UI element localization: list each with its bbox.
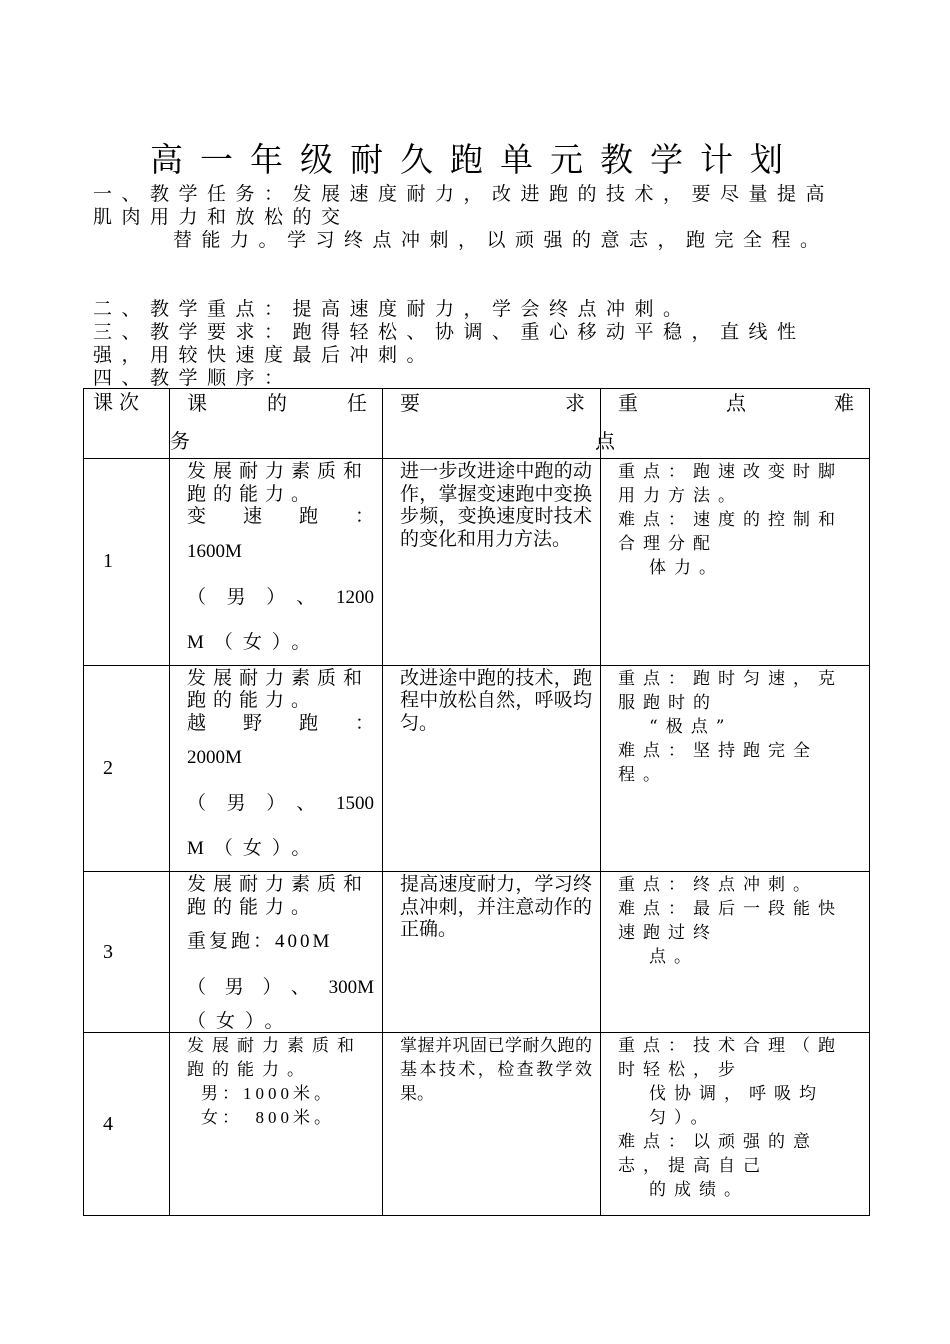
lesson-requirement: 提高速度耐力，学习终点冲刺，并注意动作的正确。: [383, 872, 601, 1033]
lesson-number: 3: [84, 872, 170, 1033]
lesson-number: 1: [84, 459, 170, 666]
teaching-task-line2: 替能力。学习终点冲刺，以顽强的意志，跑完全程。: [173, 229, 829, 251]
lesson-task: 发展耐力素质和跑的能力。 男：1000米。 女： 800米。: [170, 1033, 383, 1216]
lesson-requirement: 掌握并巩固已学耐久跑的基本技术，检查教学效果。: [383, 1033, 601, 1216]
teaching-requirements: 三、教学要求：跑得轻松、协调、重心移动平稳，直线性强，用较快速度最后冲刺。: [93, 321, 806, 366]
lesson-task: 发展耐力素质和跑的能力。 变速跑： 1600M （男）、1200 M（女）。: [170, 459, 383, 666]
lesson-number: 4: [84, 1033, 170, 1216]
table-header-row: [84, 389, 870, 459]
lesson-task: 发展耐力素质和跑的能力。 越野跑： 2000M （男）、1500 M（女）。: [170, 665, 383, 872]
lesson-plan-table: [83, 388, 870, 1216]
lesson-requirement: 进一步改进途中跑的动作，掌握变速跑中变换步频，变换速度时技术的变化和用力方法。: [383, 459, 601, 666]
lesson-number: 2: [84, 665, 170, 872]
header-task: 课的任 务: [170, 389, 383, 459]
header-requirement: 要求: [383, 389, 601, 459]
header-key-points: 重点难 点: [601, 389, 870, 459]
teaching-task-line1: 一、教学任务：发展速度耐力，改进跑的技术，要尽量提高肌肉用力和放松的交: [93, 183, 835, 228]
page-title: 高一年级耐久跑单元教学计划: [150, 140, 800, 179]
lesson-key-points: 重点：技术合理（跑时轻松，步 伐协调，呼吸均匀）。 难点：以顽强的意志，提高自己 的成绩。: [601, 1033, 870, 1216]
table-row: [84, 459, 870, 666]
lesson-key-points: 重点：跑时匀速，克服跑时的 “极点” 难点：坚持跑完全程。: [601, 665, 870, 872]
lesson-key-points: 重点：跑速改变时脚用力方法。 难点：速度的控制和合理分配 体力。: [601, 459, 870, 666]
table-row: [84, 665, 870, 872]
teaching-order: 四、教学顺序：: [93, 367, 293, 389]
lesson-key-points: 重点：终点冲刺。 难点：最后一段能快速跑过终 点。: [601, 872, 870, 1033]
table-row: [84, 872, 870, 1033]
header-lesson: 课次: [84, 389, 170, 459]
table-row: [84, 1033, 870, 1216]
teaching-focus: 二、教学重点：提高速度耐力，学会终点冲刺。: [93, 298, 692, 320]
lesson-requirement: 改进途中跑的技术，跑程中放松自然，呼吸均匀。: [383, 665, 601, 872]
lesson-task: 发展耐力素质和跑的能力。 重复跑：400M （男）、300M （女）。: [170, 872, 383, 1033]
